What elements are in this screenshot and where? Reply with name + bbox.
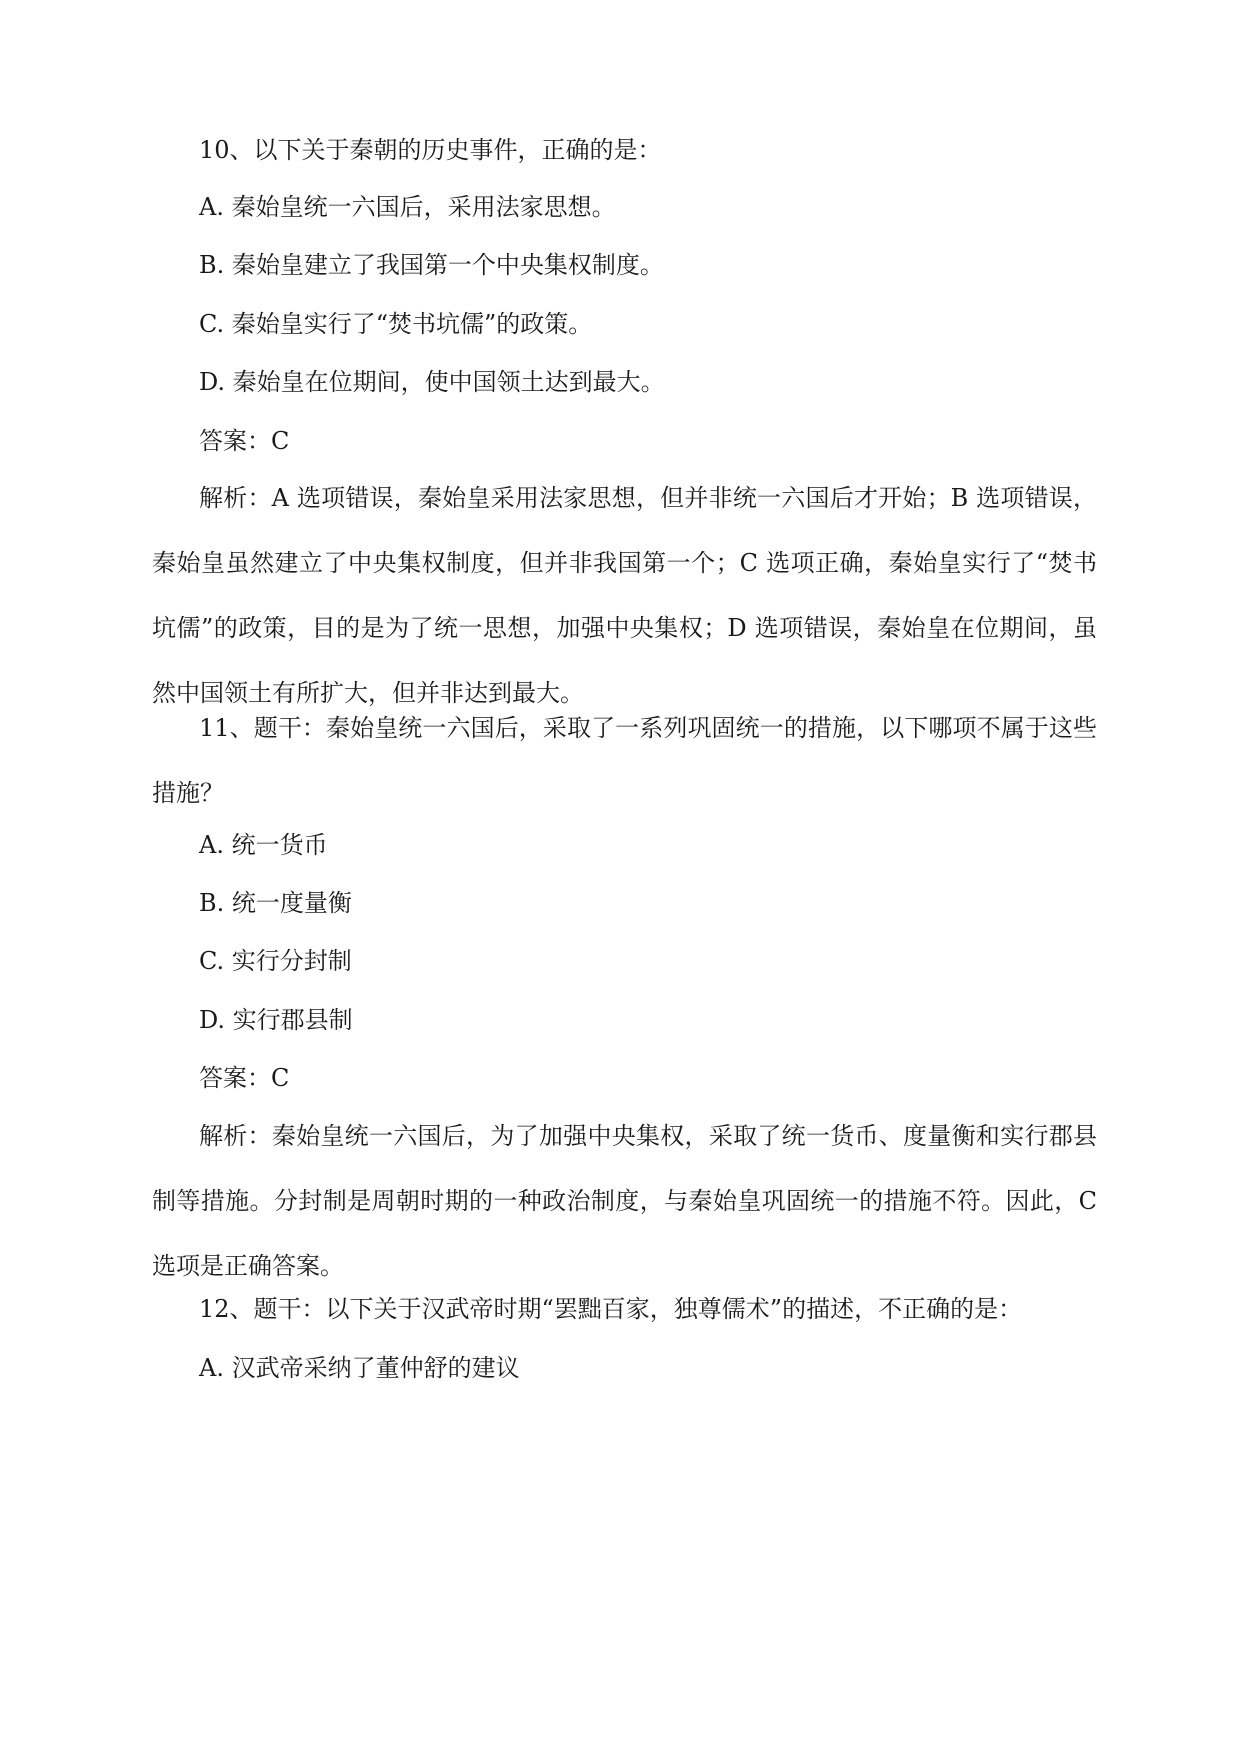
question-11-option-d: D. 实行郡县制 (199, 1006, 353, 1034)
question-10-option-d: D. 秦始皇在位期间，使中国领土达到最大。 (199, 368, 665, 396)
question-10-stem: 10、以下关于秦朝的历史事件，正确的是： (199, 136, 662, 164)
question-12-option-a: A. 汉武帝采纳了董仲舒的建议 (199, 1354, 520, 1382)
question-12-stem: 12、题干：以下关于汉武帝时期“罢黜百家，独尊儒术”的描述，不正确的是： (199, 1295, 1023, 1323)
question-11-stem: 11、题干：秦始皇统一六国后，采取了一系列巩固统一的措施，以下哪项不属于这些措施？ (152, 714, 1097, 807)
question-10-answer: 答案：C (199, 427, 290, 455)
question-11-option-b: B. 统一度量衡 (199, 889, 352, 917)
question-10-option-c: C. 秦始皇实行了“焚书坑儒”的政策。 (199, 310, 593, 338)
question-10-analysis: 解析：A 选项错误，秦始皇采用法家思想，但并非统一六国后才开始；B 选项错误，秦始皇虽然建立了中央集权制度，但并非我国第一个；C 选项正确，秦始皇实行了“焚书坑儒”的政策，目的是为了统一思想，加强中央集权；D 选项错误，秦始皇在位期间，虽然中国领土有所扩大，但并非达到最大。 (152, 484, 1097, 707)
question-11-option-c: C. 实行分封制 (199, 947, 352, 975)
question-11-answer: 答案：C (199, 1064, 290, 1092)
question-10-option-a: A. 秦始皇统一六国后，采用法家思想。 (199, 193, 616, 221)
question-10-option-b: B. 秦始皇建立了我国第一个中央集权制度。 (199, 251, 664, 279)
question-11-option-a: A. 统一货币 (199, 831, 328, 859)
question-11-analysis: 解析：秦始皇统一六国后，为了加强中央集权，采取了统一货币、度量衡和实行郡县制等措施。分封制是周朝时期的一种政治制度，与秦始皇巩固统一的措施不符。因此，C 选项是正确答案。 (152, 1122, 1097, 1280)
